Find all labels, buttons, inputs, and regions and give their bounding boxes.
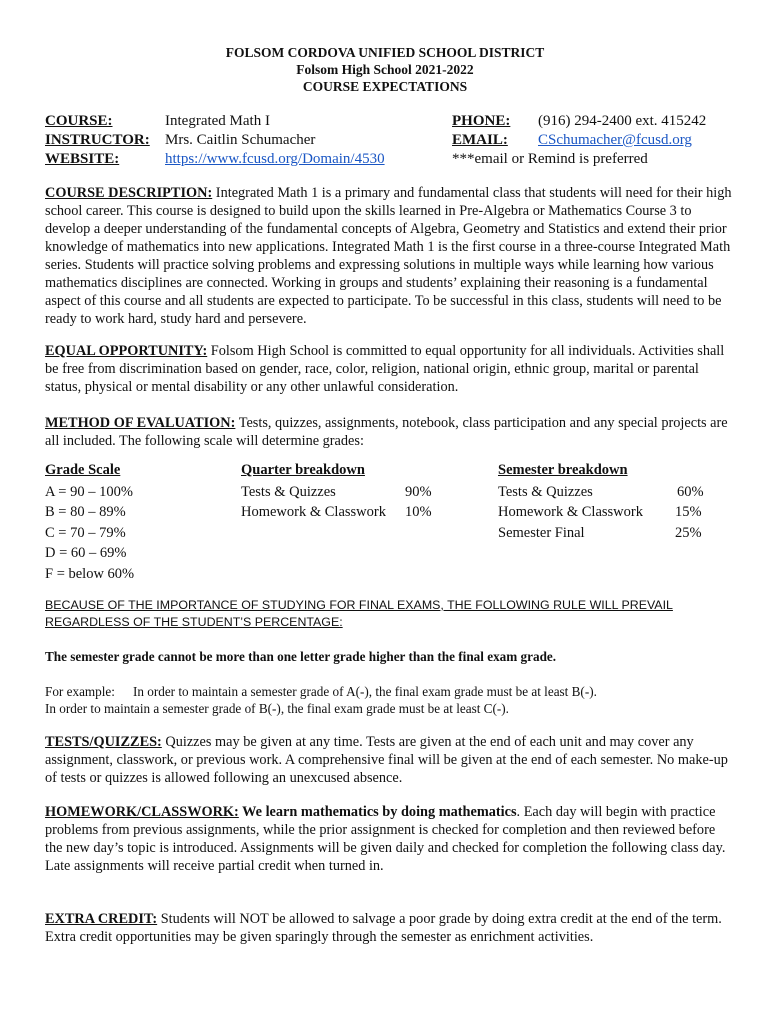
course-label: COURSE: xyxy=(45,113,113,129)
email-label: EMAIL: xyxy=(452,132,508,148)
homework-emphasis: We learn mathematics by doing mathematics xyxy=(238,804,517,820)
method-of-evaluation-text: Tests, quizzes, assignments, notebook, class participation and any special projects are all included. The following scale will determine grades: xyxy=(45,415,728,449)
grade-scale-row: F = below 60% xyxy=(45,565,135,582)
phone-label: PHONE: xyxy=(452,113,511,129)
semester-breakdown-column xyxy=(498,460,708,543)
final-exam-rule: The semester grade cannot be more than one letter grade higher than the final exam grade. xyxy=(45,649,557,664)
final-exam-notice: BECAUSE OF THE IMPORTANCE OF STUDYING FOR FINAL EXAMS, THE FOLLOWING RULE WILL PREVAIL REGARDLESS OF THE STUDENT’S PERCENTAGE: xyxy=(45,598,673,629)
equal-opportunity-heading: EQUAL OPPORTUNITY: xyxy=(45,343,208,359)
extra-credit-text: Students will NOT be allowed to salvage a poor grade by doing extra credit at the end of the term. Extra credit opportunities may be given sparingly through the semester as enrichment activities. xyxy=(45,911,722,945)
tests-quizzes-text: Quizzes may be given at any time. Tests are given at the end of each unit and may cover any assignment, classwork, or previous work. A comprehensive final will be given at the end of each semester. No make-up of tests or quizzes is allowed following an unexcused absence. xyxy=(45,734,728,786)
semester-row-label: Semester Final xyxy=(498,524,585,541)
contact-info xyxy=(452,112,706,169)
quarter-row-label: Homework & Classwork xyxy=(241,504,386,520)
quarter-row-value: 10% xyxy=(405,504,432,520)
tests-quizzes-section xyxy=(45,733,735,787)
grade-scale-row: D = 60 – 69% xyxy=(45,545,127,561)
grade-scale-row: A = 90 – 100% xyxy=(45,483,133,500)
website-link[interactable]: https://www.fcusd.org/Domain/4530 xyxy=(165,151,385,167)
semester-row-label: Tests & Quizzes xyxy=(498,483,593,500)
grade-scale-column xyxy=(45,460,134,584)
semester-row-value: 60% xyxy=(677,483,704,500)
semester-row-label: Homework & Classwork xyxy=(498,504,643,520)
quarter-breakdown-title: Quarter breakdown xyxy=(241,462,365,478)
example-prefix: For example: xyxy=(45,684,115,699)
school-year: Folsom High School 2021-2022 xyxy=(296,62,474,77)
course-value: Integrated Math I xyxy=(165,113,270,129)
course-description-heading: COURSE DESCRIPTION: xyxy=(45,185,213,201)
document-title: COURSE EXPECTATIONS xyxy=(302,79,468,94)
email-link[interactable]: CSchumacher@fcusd.org xyxy=(538,132,692,148)
grade-scale-row: B = 80 – 89% xyxy=(45,504,126,520)
document-header xyxy=(0,44,770,95)
grade-scale-row: C = 70 – 79% xyxy=(45,524,126,541)
semester-breakdown-title: Semester breakdown xyxy=(498,462,628,478)
homework-classwork-text: . Each day will begin with practice problems from previous assignments, while the prior assignment is checked for completion and then reviewed before the new day’s topic is introduced. Assignments will be given daily and checked for completion the following class day. Late assignments will receive partial credit when turned in. xyxy=(45,804,726,874)
example-line-2: In order to maintain a semester grade of B(-), the final exam grade must be at least C(-). xyxy=(45,701,509,716)
method-of-evaluation-section xyxy=(45,414,735,450)
tests-quizzes-heading: TESTS/QUIZZES: xyxy=(45,734,162,750)
method-of-evaluation-heading: METHOD OF EVALUATION: xyxy=(45,415,236,431)
example-line-1: In order to maintain a semester grade of A(-), the final exam grade must be at least B(-). xyxy=(132,684,597,699)
instructor-value: Mrs. Caitlin Schumacher xyxy=(165,132,316,148)
final-exam-example xyxy=(45,683,597,717)
quarter-row-value: 90% xyxy=(405,483,432,500)
semester-breakdown-row xyxy=(498,502,708,523)
semester-row-value: 15% xyxy=(675,504,702,520)
course-description-section xyxy=(45,184,735,328)
equal-opportunity-section xyxy=(45,342,735,396)
district-name: FOLSOM CORDOVA UNIFIED SCHOOL DISTRICT xyxy=(225,45,545,60)
course-info xyxy=(45,112,385,169)
extra-credit-section xyxy=(45,910,735,946)
contact-note: ***email or Remind is preferred xyxy=(452,151,648,167)
homework-classwork-section xyxy=(45,803,735,875)
semester-breakdown-row xyxy=(498,523,708,544)
quarter-row-label: Tests & Quizzes xyxy=(241,483,336,500)
course-description-text: Integrated Math 1 is a primary and fundamental class that students will need for their high school career. This course is designed to build upon the skills learned in Pre-Algebra or Mathematics Course 3 to develop a deeper understanding of the fundamental concepts of Algebra, Geometry and Statistics and extend their prior knowledge of mathematics into new applications. Integrated Math 1 is the first course in a three-course Integrated Math series. Students will practice solving problems and expressing solutions in multiple ways while learning how various mathematics disciplines are connected. Working in groups and students’ explaining their reasoning is a fundamental aspect of this course and all students are expected to participate. To be successful in this class, students will need to be ready to work hard, study hard and persevere. xyxy=(45,185,732,327)
semester-row-value: 25% xyxy=(675,524,702,541)
equal-opportunity-text: Folsom High School is committed to equal opportunity for all individuals. Activities shall be free from discrimination based on gender, race, color, religion, national origin, ethnic group, marital or parental status, physical or mental disability or any other unlawful consideration. xyxy=(45,343,725,395)
website-label: WEBSITE: xyxy=(45,151,120,167)
semester-breakdown-row xyxy=(498,482,708,503)
quarter-breakdown-column xyxy=(241,460,441,523)
quarter-breakdown-row xyxy=(241,482,441,503)
homework-classwork-heading: HOMEWORK/CLASSWORK: xyxy=(45,804,239,820)
instructor-label: INSTRUCTOR: xyxy=(45,132,150,148)
phone-value: (916) 294-2400 ext. 415242 xyxy=(538,113,707,129)
quarter-breakdown-row xyxy=(241,502,441,523)
extra-credit-heading: EXTRA CREDIT: xyxy=(45,911,158,927)
grade-scale-title: Grade Scale xyxy=(45,462,121,478)
